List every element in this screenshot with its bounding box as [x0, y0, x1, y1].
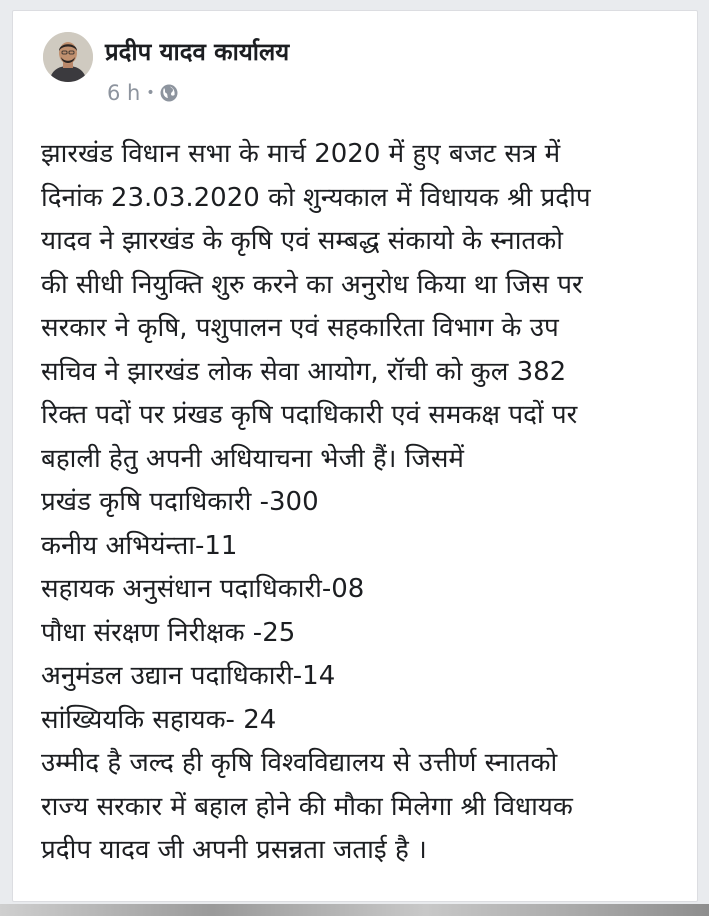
post-text-line: सरकार ने कृषि, पशुपालन एवं सहकारिता विभाग के उप: [41, 313, 559, 343]
post-text-line: कनीय अभियंन्ता-11: [41, 530, 238, 561]
globe-icon[interactable]: [159, 83, 179, 103]
post-timestamp[interactable]: 6 h: [107, 81, 141, 105]
post-text-line: दिनांक 23.03.2020 को शुन्यकाल में विधायक श्री प्रदीप: [41, 182, 591, 213]
post-text-line: बहाली हेतु अपनी अधियाचना भेजी हैं। जिसमें: [41, 443, 464, 474]
post-text-line: प्रदीप यादव जी अपनी प्रसन्नता जताई है ।: [41, 835, 427, 865]
post-text-line: की सीधी नियुक्ति शुरु करने का अनुरोध किया था जिस पर: [41, 269, 583, 300]
post-text-line: रिक्त पदों पर प्रंखड कृषि पदाधिकारी एवं समकक्ष पदों पर: [41, 400, 578, 430]
bottom-edge: [0, 904, 709, 916]
post-card: [12, 10, 698, 902]
post-meta: [107, 81, 179, 105]
post-text-line: अनुमंडल उद्यान पदाधिकारी-14: [41, 661, 336, 691]
meta-separator: •: [146, 85, 155, 101]
post-text-line: सचिव ने झारखंड लोक सेवा आयोग, रॉची को कुल 382: [41, 356, 567, 387]
post-text-line: प्रखंड कृषि पदाधिकारी -300: [41, 487, 319, 517]
avatar[interactable]: [43, 32, 93, 82]
post-text-line: झारखंड विधान सभा के मार्च 2020 में हुए बजट सत्र में: [41, 139, 561, 169]
post-author-name[interactable]: प्रदीप यादव कार्यालय: [105, 38, 290, 66]
post-body: [41, 133, 691, 873]
post-text-line: पौधा संरक्षण निरीक्षक -25: [41, 617, 296, 648]
post-text-line: राज्य सरकार में बहाल होने की मौका मिलेगा श्री विधायक: [41, 791, 573, 822]
post-text-line: सांख्यियकि सहायक- 24: [41, 704, 277, 735]
post-text-line: सहायक अनुसंधान पदाधिकारी-08: [41, 574, 365, 604]
post-text-line: यादव ने झारखंड के कृषि एवं सम्बद्ध संकायो के स्नातको: [41, 226, 563, 256]
post-text-line: उम्मीद है जल्द ही कृषि विश्वविद्यालय से उत्तीर्ण स्नातको: [41, 748, 558, 778]
avatar-photo: [43, 32, 93, 82]
